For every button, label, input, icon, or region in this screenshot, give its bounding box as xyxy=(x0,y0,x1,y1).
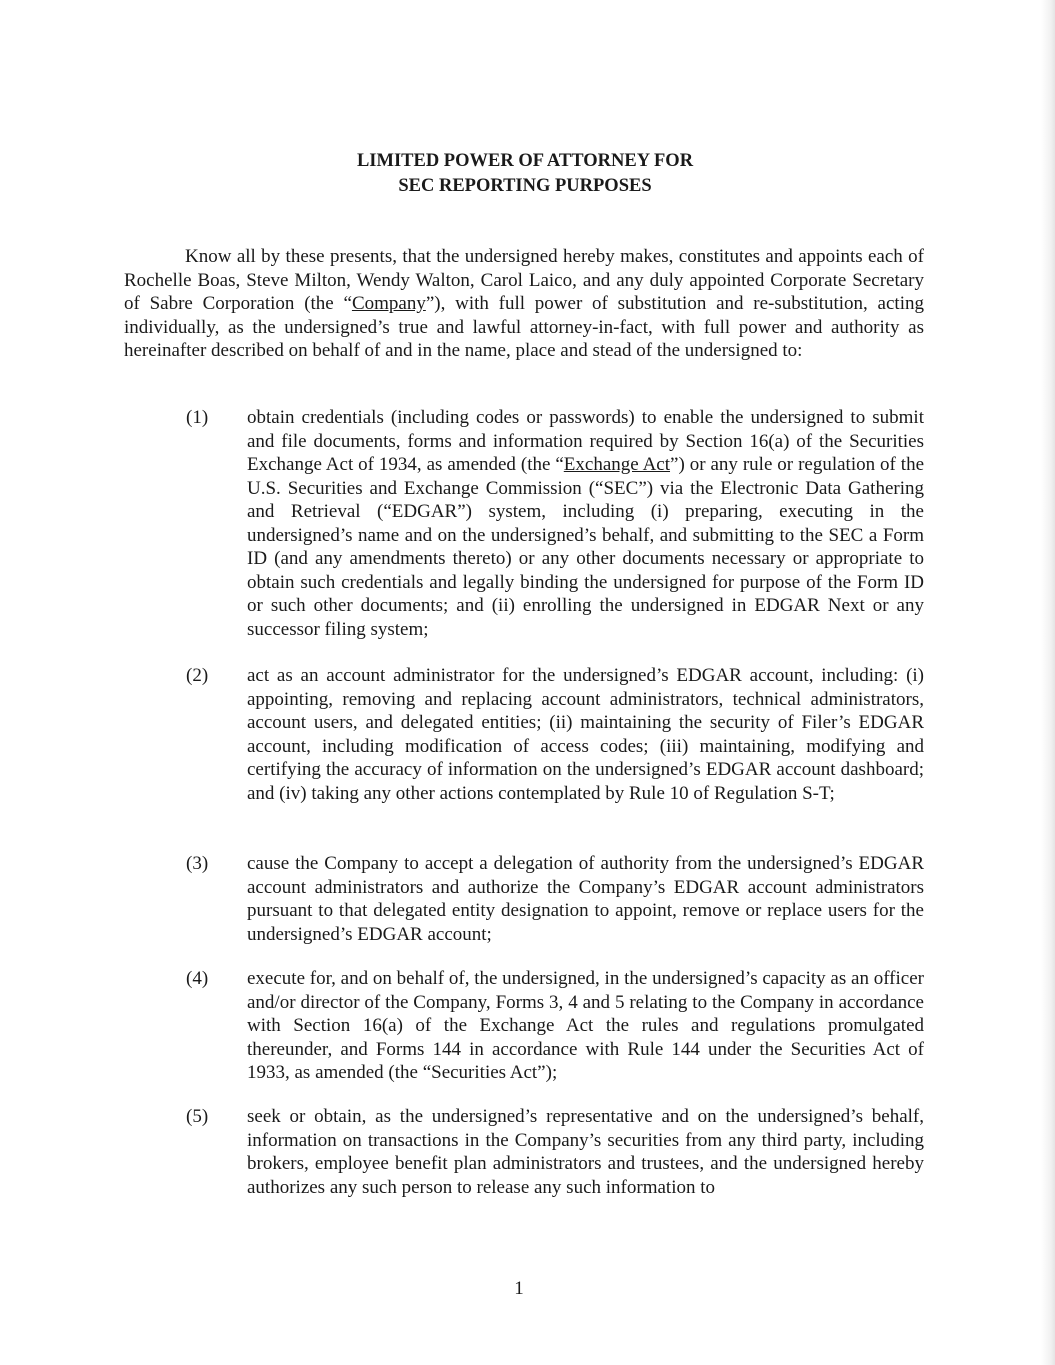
document-title xyxy=(0,149,1050,198)
defined-term-company: Company xyxy=(351,293,426,314)
item-text: act as an account administrator for the undersigned’s EDGAR account, including: (i) appointing, removing and replacing account administrators, technical administrators, account users, and delegated entities; (ii) maintaining the security of Filer’s EDGAR account, including modification of access codes; (iii) maintaining, modifying and certifying the accuracy of information on the undersigned’s EDGAR account dashboard; and (iv) taking any other actions contemplated by Rule 10 of Regulation S-T; xyxy=(247,665,924,804)
scan-edge-shadow xyxy=(1041,0,1055,1365)
item-number: (5) xyxy=(186,1106,209,1127)
intro-text-1: Know all by these presents, that the undersigned hereby makes, constitutes and appoints each of Rochelle Boas, Steve Milton, Wendy Walton, Carol Laico, and any duly appointed Corporate Secretary of Sabre Corporation (the “ xyxy=(124,246,924,314)
intro-text-2: ”), with full power of substitution and re-substitution, acting individually, as the undersigned’s true and lawful attorney-in-fact, with full power and authority as hereinafter described on behalf of and in the name, place and stead of the undersigned to: xyxy=(124,293,924,361)
defined-term-exchange-act: Exchange Act xyxy=(563,454,671,475)
item-text: cause the Company to accept a delegation of authority from the undersigned’s EDGAR account administrators and authorize the Company’s EDGAR account administrators pursuant to that delegated entity designation to appoint, remove or replace users for the undersigned’s EDGAR account; xyxy=(247,853,924,945)
title-line-1: LIMITED POWER OF ATTORNEY FOR xyxy=(356,151,694,171)
item-number: (4) xyxy=(186,968,209,989)
title-line-2: SEC REPORTING PURPOSES xyxy=(398,175,652,196)
item-text xyxy=(247,406,924,641)
intro-paragraph xyxy=(124,245,924,363)
page-number: 1 xyxy=(514,1278,524,1299)
item-number: (1) xyxy=(186,407,209,428)
item-number: (2) xyxy=(186,665,209,686)
item-number: (3) xyxy=(186,853,209,874)
item-text-1: obtain credentials (including codes or passwords) to enable the undersigned to submit and file documents, forms and information required by Section 16(a) of the Securities Exchange Act of 1934, as amended (the “ xyxy=(247,407,924,475)
item-text: seek or obtain, as the undersigned’s representative and on the undersigned’s behalf, information on transactions in the Company’s securities from any third party, including brokers, employee benefit plan administrators and trustees, and the undersigned hereby authorizes any such person to release any such information to xyxy=(247,1106,924,1198)
item-text-2: ”) or any rule or regulation of the U.S. Securities and Exchange Commission (“SEC”) via the Electronic Data Gathering and Retrieval (“EDGAR”) system, including (i) preparing, executing in the undersigned’s name and on the undersigned’s behalf, and submitting to the SEC a Form ID (and any amendments thereto) or any other documents necessary or appropriate to obtain such credentials and legally binding the undersigned for purpose of the Form ID or such other documents; and (ii) enrolling the undersigned in EDGAR Next or any successor filing system; xyxy=(247,454,924,640)
item-text: execute for, and on behalf of, the undersigned, in the undersigned’s capacity as an officer and/or director of the Company, Forms 3, 4 and 5 relating to the Company in accordance with Section 16(a) of the Exchange Act the rules and regulations promulgated thereunder, and Forms 144 in accordance with Rule 144 under the Securities Act of 1933, as amended (the “Securities Act”); xyxy=(247,968,924,1083)
